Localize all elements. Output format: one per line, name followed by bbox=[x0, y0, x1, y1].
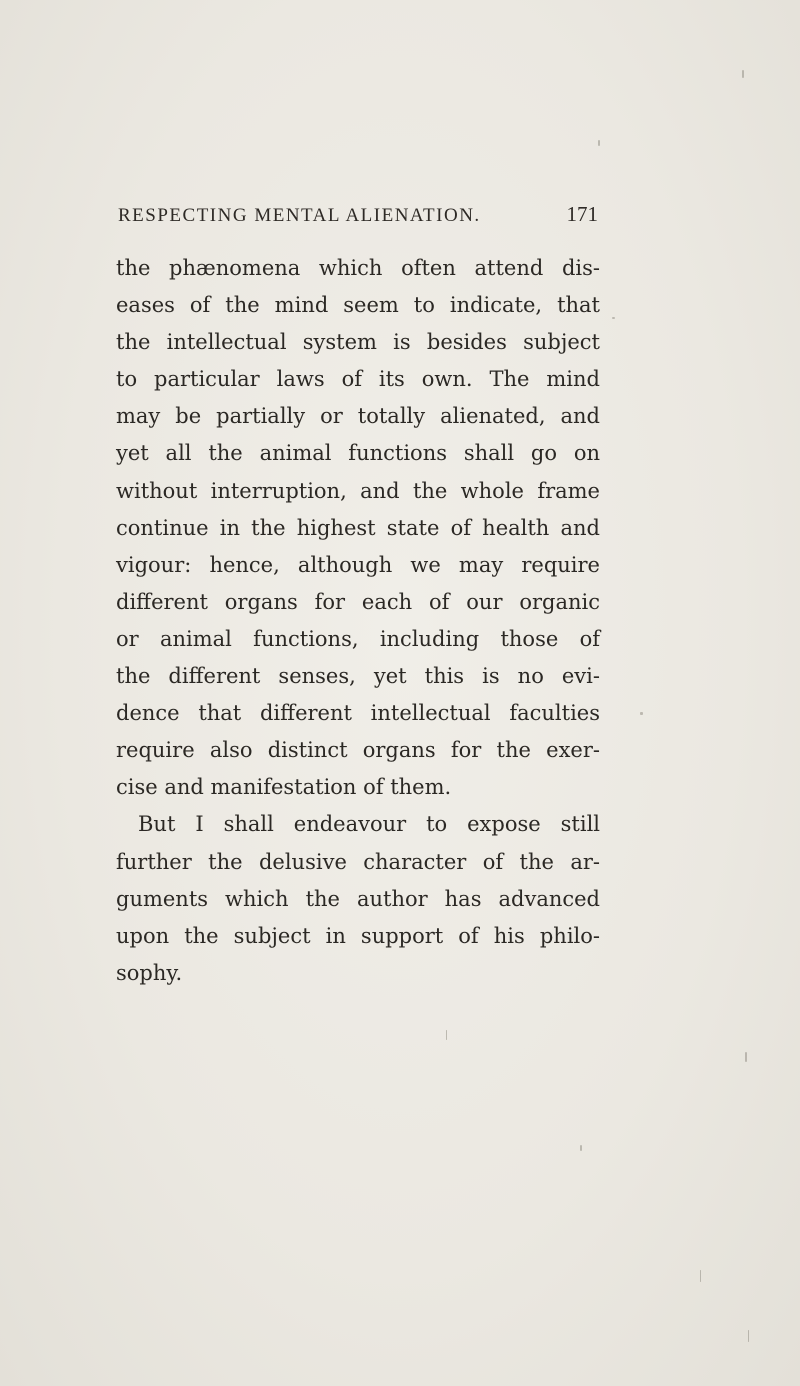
paper-speck bbox=[748, 1330, 749, 1342]
paragraph-2 bbox=[116, 806, 600, 991]
text-line: cise and manifestation of them. bbox=[116, 775, 452, 800]
text-line: continue in the highest state of health and bbox=[116, 515, 600, 540]
paper-speck bbox=[446, 1030, 447, 1040]
body-text bbox=[116, 250, 600, 992]
text-line: But I shall endeavour to expose still bbox=[138, 812, 600, 837]
paragraph-1 bbox=[116, 250, 600, 806]
text-line: the different senses, yet this is no evi- bbox=[116, 664, 600, 689]
paper-speck bbox=[598, 140, 600, 146]
text-line: or animal functions, including those of bbox=[116, 626, 600, 651]
text-line: without interruption, and the whole frame bbox=[116, 478, 600, 503]
text-line: sophy. bbox=[116, 960, 183, 985]
text-line: the phænomena which often attend dis- bbox=[116, 256, 600, 280]
page-header bbox=[118, 202, 598, 227]
paper-speck bbox=[640, 712, 643, 715]
text-line: dence that different intellectual faculties bbox=[116, 701, 600, 726]
paper-speck bbox=[742, 70, 744, 78]
paper-speck bbox=[745, 1052, 747, 1062]
paper-speck bbox=[580, 1145, 582, 1151]
text-line: require also distinct organs for the exer- bbox=[116, 738, 600, 763]
text-line: the intellectual system is besides subject bbox=[116, 330, 600, 355]
text-line: further the delusive character of the ar- bbox=[116, 849, 600, 874]
text-line: eases of the mind seem to indicate, that bbox=[116, 293, 600, 318]
page-number: 171 bbox=[566, 202, 598, 226]
paper-speck bbox=[700, 1270, 701, 1282]
text-line: yet all the animal functions shall go on bbox=[116, 441, 600, 466]
text-line: different organs for each of our organic bbox=[116, 589, 600, 614]
text-line: to particular laws of its own. The mind bbox=[116, 367, 600, 392]
running-title: RESPECTING MENTAL ALIENATION. bbox=[118, 205, 481, 226]
paper-speck bbox=[612, 317, 615, 319]
text-line: upon the subject in support of his philo- bbox=[116, 923, 600, 948]
text-line: vigour: hence, although we may require bbox=[116, 552, 600, 577]
text-line: may be partially or totally alienated, and bbox=[116, 404, 600, 429]
text-line: guments which the author has advanced bbox=[116, 886, 600, 911]
